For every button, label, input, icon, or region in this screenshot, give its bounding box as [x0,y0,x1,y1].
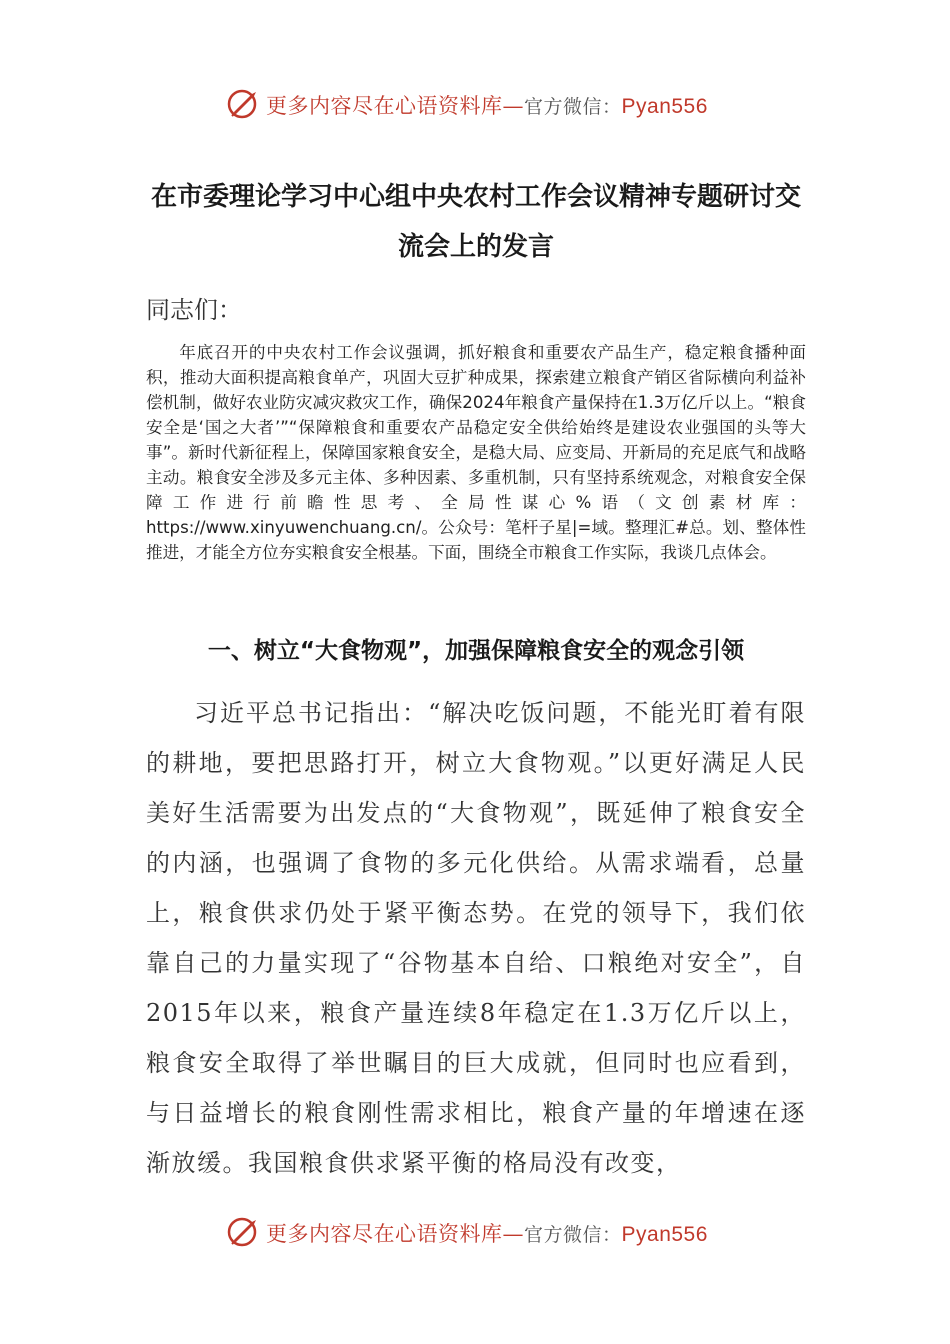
banner-text [266,90,708,120]
banner-handle: Pyan556 [621,95,708,118]
banner-text [266,1218,708,1248]
section-heading: 一、树立“大食物观”，加强保障粮食安全的观念引领 [207,638,745,664]
banner-label: 官方微信： [524,1224,622,1246]
banner-separator: — [502,1222,524,1246]
banner-site-name: 更多内容尽在心语资料库 [266,1222,503,1246]
body-paragraph: 习近平总书记指出：“解决吃饭问题，不能光盯着有限的耕地，要把思路打开，树立大食物观。”以更好满足人民美好生活需要为出发点的“大食物观”，既延伸了粮食安全的内涵，也强调了食物的多元化供给。从需求端看，总量上，粮食供求仍处于紧平衡态势。在党的领导下，我们依靠自己的力量实现了“谷物基本自给、口粮绝对安全”，自2015年以来，粮食产量连续8年稳定在1.3万亿斤以上，粮食安全取得了举世瞩目的巨大成就，但同时也应看到，与日益增长的粮食刚性需求相比，粮食产量的年增速在逐渐放缓。我国粮食供求紧平衡的格局没有改变， [146,699,806,1177]
quill-logo-icon [226,86,262,122]
banner-label: 官方微信： [524,96,622,118]
intro-paragraph: 年底召开的中央农村工作会议强调，抓好粮食和重要农产品生产，稳定粮食播种面积，推动大面积提高粮食单产，巩固大豆扩种成果，探索建立粮食产销区省际横向利益补偿机制，做好农业防灾减灾救灾工作，确保2024年粮食产量保持在1.3万亿斤以上。“粮食安全是‘国之大者’”“保障粮食和重要农产品稳定安全供给始终是建设农业强国的头等大事”。新时代新征程上，保障国家粮食安全，是稳大局、应变局、开新局的充足底气和战略主动。粮食安全涉及多元主体、多种因素、多重机制，只有坚持系统观念，对粮食安全保障工作进行前瞻性思考、全局性谋心%语（文创素材库：https://www.xinyuwenchuang.cn/。公众号：笔杆子星|=域。整理汇#总。划、整体性推进，才能全方位夯实粮食安全根基。下面，围绕全市粮食工作实际，我谈几点体会。 [146,343,806,562]
document-title: 在市委理论学习中心组中央农村工作会议精神专题研讨交流会上的发言 [150,182,801,262]
footer-banner [0,1212,950,1252]
banner-separator: — [502,94,524,118]
header-banner [0,84,950,124]
quill-logo-icon [226,1214,262,1250]
greeting: 同志们： [146,296,242,324]
banner-site-name: 更多内容尽在心语资料库 [266,94,503,118]
banner-handle: Pyan556 [621,1223,708,1246]
